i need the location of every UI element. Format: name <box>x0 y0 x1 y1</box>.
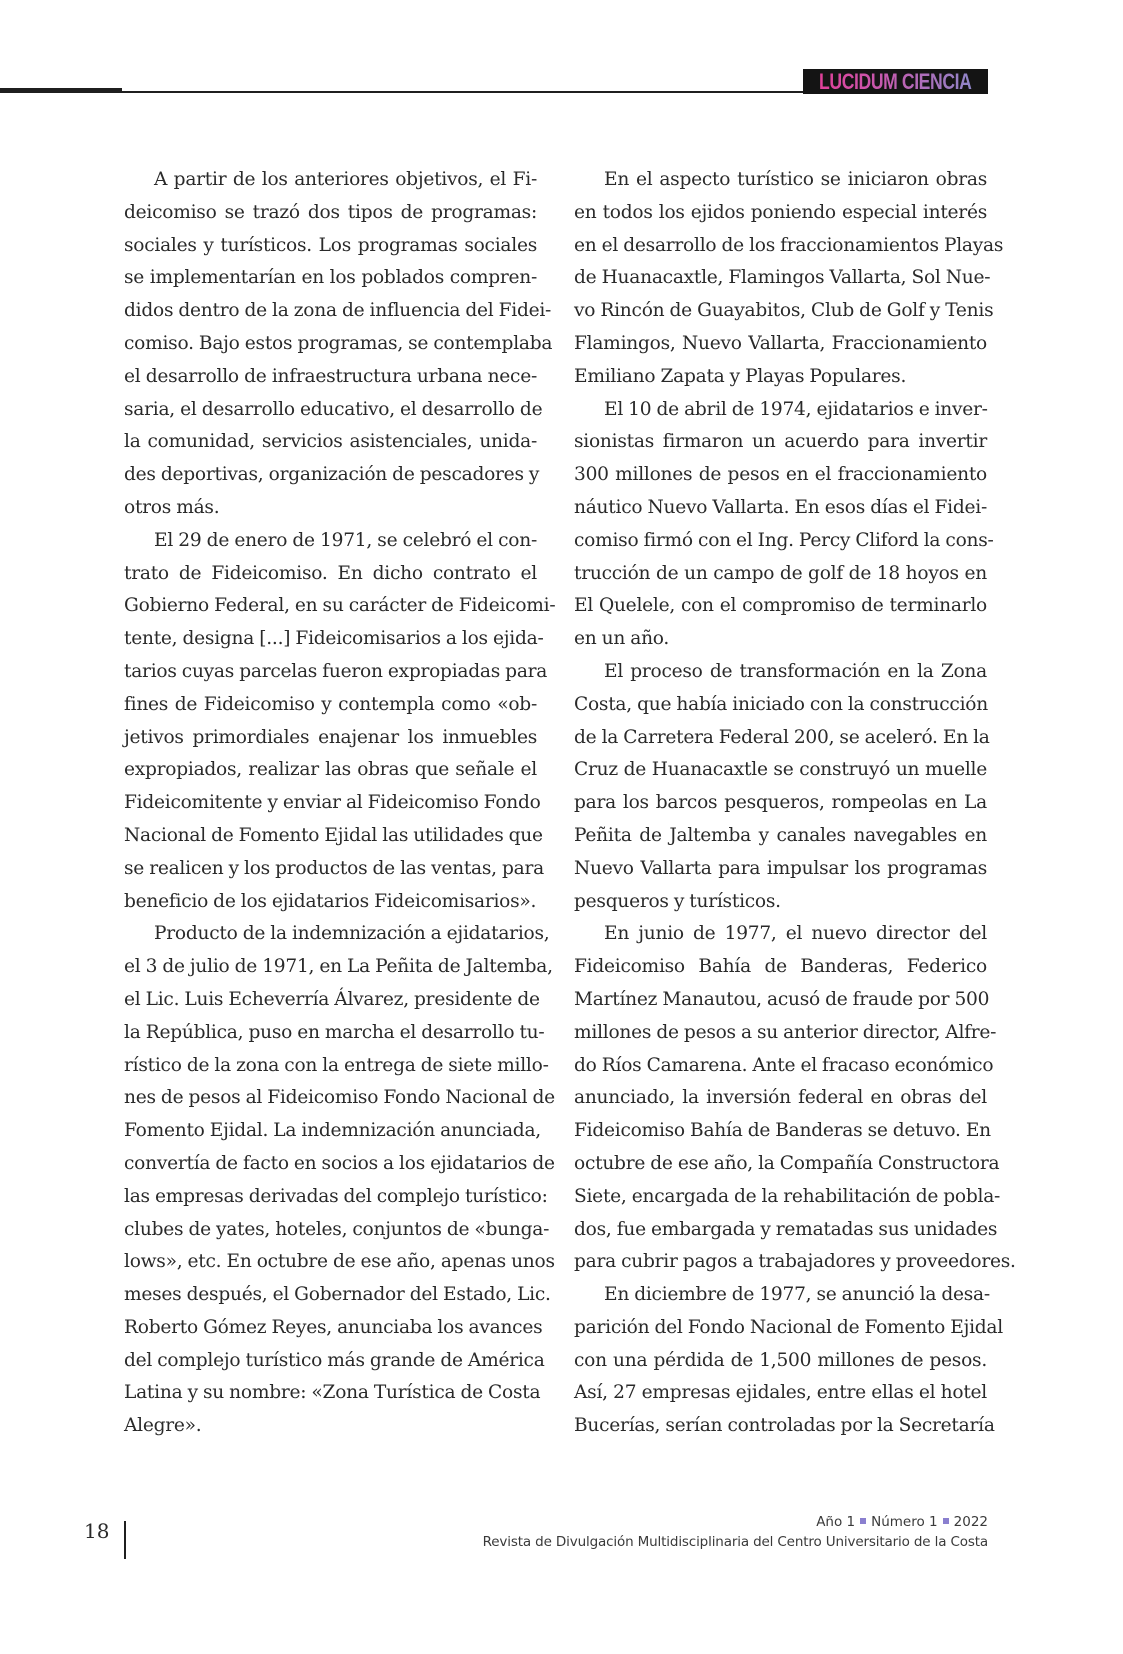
text-line: trucción de un campo de golf de 18 hoyos en <box>574 562 987 584</box>
text-line: otros más. <box>124 496 220 518</box>
page-number: 18 <box>84 1519 110 1543</box>
text-line: Nuevo Vallarta para impulsar los programas <box>574 857 987 879</box>
text-line: sociales y turísticos. Los programas sociales <box>124 234 537 256</box>
text-line: comiso. Bajo estos programas, se contemplaba <box>124 332 553 354</box>
text-line: el Lic. Luis Echeverría Álvarez, presidente de <box>124 988 540 1010</box>
text-line: deicomiso se trazó dos tipos de programas: <box>124 201 537 223</box>
text-line: Roberto Gómez Reyes, anunciaba los avances <box>124 1316 543 1338</box>
brand-label <box>803 69 988 94</box>
text-line: tente, designa [...] Fideicomisarios a los ejida- <box>124 628 544 650</box>
text-line: náutico Nuevo Vallarta. En esos días el Fidei- <box>574 496 987 518</box>
text-line: en el desarrollo de los fraccionamientos Playas <box>574 234 1004 256</box>
paragraph <box>124 525 556 919</box>
text-line: Siete, encargada de la rehabilitación de pobla- <box>574 1185 1001 1207</box>
square-separator-icon <box>860 1518 866 1524</box>
square-separator-icon <box>943 1518 949 1524</box>
text-line: Alegre». <box>124 1415 202 1437</box>
text-line: para cubrir pagos a trabajadores y proveedores. <box>574 1251 1016 1273</box>
text-line: el 3 de julio de 1971, en La Peñita de Jaltemba, <box>124 956 553 978</box>
text-line: se implementarían en los poblados compren- <box>124 267 537 289</box>
text-line: las empresas derivadas del complejo turístico: <box>124 1185 548 1207</box>
text-line: en un año. <box>574 628 670 650</box>
text-line: millones de pesos a su anterior director, Alfre- <box>574 1021 997 1043</box>
text-line: Fideicomiso Bahía de Banderas, Federico <box>574 956 987 978</box>
text-line: trato de Fideicomiso. En dicho contrato el <box>124 562 537 584</box>
text-line: la comunidad, servicios asistenciales, unida- <box>124 431 537 453</box>
text-column-left <box>124 164 556 1443</box>
text-line: do Ríos Camarena. Ante el fracaso económico <box>574 1054 994 1076</box>
text-line: Fideicomiso Bahía de Banderas se detuvo. En <box>574 1120 991 1142</box>
journal-subtitle: Revista de Divulgación Multidisciplinaria del Centro Universitario de la Costa <box>482 1534 988 1550</box>
text-line: convertía de facto en socios a los ejidatarios de <box>124 1152 555 1174</box>
text-line: Producto de la indemnización a ejidatarios, <box>154 923 550 945</box>
text-line: del complejo turístico más grande de América <box>124 1349 545 1371</box>
text-line: de la Carretera Federal 200, se aceleró. En la <box>574 726 990 748</box>
text-line: des deportivas, organización de pescadores y <box>124 464 540 486</box>
paragraph <box>574 918 1016 1279</box>
text-column-right <box>574 164 1016 1443</box>
text-line: Fideicomitente y enviar al Fideicomiso Fondo <box>124 792 541 814</box>
text-line: dos, fue embargada y rematadas sus unidades <box>574 1218 998 1240</box>
text-line: en todos los ejidos poniendo especial interés <box>574 201 987 223</box>
text-line: sionistas firmaron un acuerdo para invertir <box>574 431 987 453</box>
text-line: beneficio de los ejidatarios Fideicomisarios». <box>124 890 537 912</box>
text-line: jetivos primordiales enajenar los inmuebles <box>124 726 537 748</box>
text-line: nes de pesos al Fideicomiso Fondo Nacional de <box>124 1087 555 1109</box>
text-line: Gobierno Federal, en su carácter de Fideicomi- <box>124 595 556 617</box>
text-line: meses después, el Gobernador del Estado, Lic. <box>124 1284 551 1306</box>
text-line: octubre de ese año, la Compañía Constructora <box>574 1152 1000 1174</box>
text-line: Latina y su nombre: «Zona Turística de Costa <box>124 1382 541 1404</box>
brand-text: LUCIDUM CIENCIA <box>819 68 972 94</box>
text-line: Así, 27 empresas ejidales, entre ellas el hotel <box>574 1382 987 1404</box>
text-line: pesqueros y turísticos. <box>574 890 781 912</box>
text-line: El proceso de transformación en la Zona <box>604 660 987 682</box>
issue-date: 2022 <box>953 1514 988 1530</box>
issue-info <box>483 1512 988 1532</box>
paragraph <box>574 1279 1003 1443</box>
text-line: tarios cuyas parcelas fueron expropiadas para <box>124 660 548 682</box>
text-line: Flamingos, Nuevo Vallarta, Fraccionamiento <box>574 332 987 354</box>
text-line: Peñita de Jaltemba y canales navegables en <box>574 824 987 846</box>
text-line: clubes de yates, hoteles, conjuntos de «bunga- <box>124 1218 550 1240</box>
text-line: Costa, que había iniciado con la construcción <box>574 693 988 715</box>
header-rule-thick <box>0 88 122 93</box>
text-line: El 10 de abril de 1974, ejidatarios e inver- <box>604 398 988 420</box>
text-line: parición del Fondo Nacional de Fomento Ejidal <box>574 1316 1003 1338</box>
text-line: expropiados, realizar las obras que señale el <box>124 759 537 781</box>
paragraph <box>574 656 990 918</box>
text-line: con una pérdida de 1,500 millones de pesos. <box>574 1349 987 1371</box>
text-line: En diciembre de 1977, se anunció la desa- <box>604 1284 990 1306</box>
text-line: Fomento Ejidal. La indemnización anunciada, <box>124 1120 541 1142</box>
text-line: vo Rincón de Guayabitos, Club de Golf y Tenis <box>574 300 994 322</box>
text-line: El 29 de enero de 1971, se celebró el con- <box>154 529 537 551</box>
text-line: comiso firmó con el Ing. Percy Cliford la cons- <box>574 529 994 551</box>
header-rule-thin <box>122 91 804 93</box>
issue-year: Año 1 <box>816 1514 856 1530</box>
text-line: la República, puso en marcha el desarrollo tu- <box>124 1021 545 1043</box>
text-line: el desarrollo de infraestructura urbana nece- <box>124 365 537 387</box>
text-line: A partir de los anteriores objetivos, el Fi- <box>154 169 537 190</box>
text-line: se realicen y los productos de las ventas, para <box>124 857 544 879</box>
text-line: El Quelele, con el compromiso de terminarlo <box>574 595 987 617</box>
text-line: de Huanacaxtle, Flamingos Vallarta, Sol Nue- <box>574 267 991 289</box>
paragraph <box>124 918 555 1443</box>
text-line: Cruz de Huanacaxtle se construyó un muelle <box>574 759 987 781</box>
text-line: En junio de 1977, el nuevo director del <box>604 923 987 945</box>
text-line: En el aspecto turístico se iniciaron obras <box>604 169 987 190</box>
text-line: 300 millones de pesos en el fraccionamiento <box>574 464 987 486</box>
text-line: para los barcos pesqueros, rompeolas en La <box>574 792 987 814</box>
text-line: anunciado, la inversión federal en obras del <box>574 1087 987 1109</box>
text-line: rístico de la zona con la entrega de siete millo- <box>124 1054 549 1076</box>
paragraph <box>124 164 553 525</box>
text-line: Emiliano Zapata y Playas Populares. <box>574 365 907 387</box>
text-line: Martínez Manautou, acusó de fraude por 500 <box>574 988 990 1010</box>
footer <box>483 1512 988 1552</box>
text-line: Bucerías, serían controladas por la Secretaría <box>574 1415 995 1437</box>
text-line: saria, el desarrollo educativo, el desarrollo de <box>124 398 543 420</box>
issue-number: Número 1 <box>871 1514 938 1530</box>
paragraph <box>574 164 1004 394</box>
text-line: didos dentro de la zona de influencia del Fidei- <box>124 300 552 322</box>
text-line: lows», etc. En octubre de ese año, apenas unos <box>124 1251 555 1273</box>
text-line: fines de Fideicomiso y contempla como «ob- <box>124 693 537 715</box>
page-number-divider <box>124 1521 126 1559</box>
paragraph <box>574 394 994 656</box>
text-line: Nacional de Fomento Ejidal las utilidades que <box>124 824 543 846</box>
